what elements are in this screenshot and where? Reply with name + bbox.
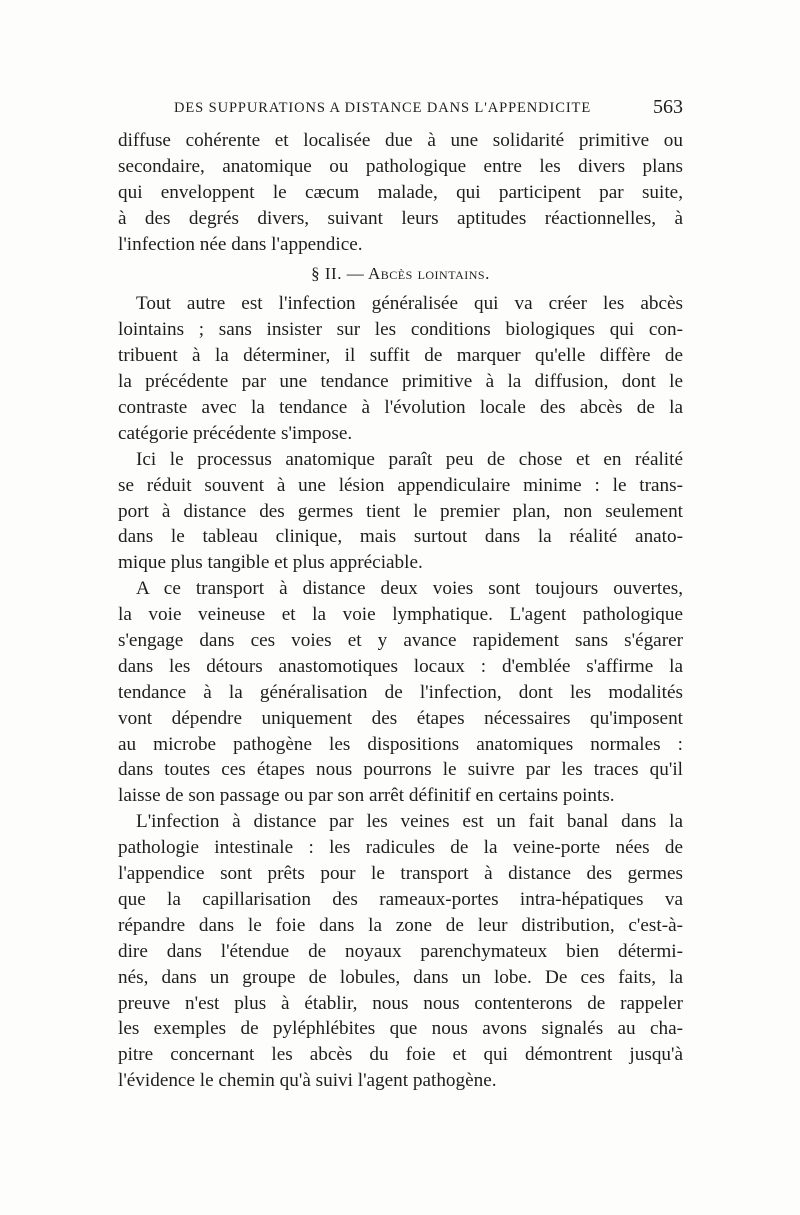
- paragraph: [118, 809, 683, 1094]
- text-line: mique plus tangible et plus appréciable.: [118, 552, 423, 574]
- text-line: port à distance des germes tient le premier plan, non seulement: [118, 500, 683, 522]
- text-line: secondaire, anatomique ou pathologique entre les divers plans: [118, 155, 683, 177]
- text-line: que la capillarisation des rameaux-portes intra-hépatiques va: [118, 888, 683, 910]
- text-line: se réduit souvent à une lésion appendiculaire minime : le trans-: [118, 474, 683, 496]
- paragraph: [118, 576, 683, 809]
- paragraph: [118, 447, 683, 576]
- text-line: répandre dans le foie dans la zone de leur distribution, c'est-à-: [118, 914, 683, 936]
- text-line: la précédente par une tendance primitive à la diffusion, dont le: [118, 371, 683, 393]
- text-line: l'infection née dans l'appendice.: [118, 233, 363, 255]
- text-line: dans les détours anastomotiques locaux : d'emblée s'affirme la: [118, 655, 683, 677]
- text-line: A ce transport à distance deux voies sont toujours ouvertes,: [136, 578, 683, 600]
- text-line: Tout autre est l'infection généralisée qui va créer les abcès: [136, 293, 683, 315]
- paragraph: [118, 128, 683, 257]
- running-header: [118, 96, 683, 122]
- text-line: l'appendice sont prêts pour le transport à distance des germes: [118, 863, 683, 885]
- running-title: DES SUPPURATIONS A DISTANCE DANS L'APPENDICITE: [174, 100, 592, 116]
- text-line: pathologie intestinale : les radicules de la veine-porte nées de: [118, 837, 683, 859]
- section-heading: § II. — Abcès lointains.: [311, 264, 490, 284]
- text-line: la voie veineuse et la voie lymphatique. L'agent pathologique: [118, 604, 683, 626]
- text-line: dans le tableau clinique, mais surtout dans la réalité anato-: [118, 526, 683, 548]
- text-line: tendance à la généralisation de l'infection, dont les modalités: [118, 681, 683, 703]
- page-number: 563: [653, 96, 683, 118]
- text-line: L'infection à distance par les veines est un fait banal dans la: [136, 811, 683, 833]
- text-line: Ici le processus anatomique paraît peu de chose et en réalité: [136, 448, 683, 470]
- text-line: nés, dans un groupe de lobules, dans un lobe. De ces faits, la: [118, 966, 683, 988]
- text-line: laisse de son passage ou par son arrêt définitif en certains points.: [118, 785, 615, 807]
- text-line: pitre concernant les abcès du foie et qui démontrent jusqu'à: [118, 1044, 683, 1066]
- text-line: preuve n'est plus à établir, nous nous contenterons de rappeler: [118, 992, 683, 1014]
- text-line: catégorie précédente s'impose.: [118, 422, 353, 444]
- body-text: [118, 128, 683, 1094]
- text-line: diffuse cohérente et localisée due à une solidarité primitive ou: [118, 130, 683, 151]
- text-line: lointains ; sans insister sur les conditions biologiques qui con-: [118, 319, 683, 341]
- text-line: à des degrés divers, suivant leurs aptitudes réactionnelles, à: [118, 207, 683, 229]
- text-line: qui enveloppent le cæcum malade, qui participent par suite,: [118, 181, 683, 203]
- text-line: dire dans l'étendue de noyaux parenchymateux bien détermi-: [118, 940, 683, 962]
- text-line: dans toutes ces étapes nous pourrons le suivre par les traces qu'il: [118, 759, 683, 781]
- text-line: vont dépendre uniquement des étapes nécessaires qu'imposent: [118, 707, 683, 729]
- text-line: l'évidence le chemin qu'à suivi l'agent pathogène.: [118, 1070, 497, 1092]
- text-line: s'engage dans ces voies et y avance rapidement sans s'égarer: [118, 630, 683, 652]
- text-line: tribuent à la déterminer, il suffit de marquer qu'elle diffère de: [118, 345, 683, 367]
- text-line: contraste avec la tendance à l'évolution locale des abcès de la: [118, 397, 683, 419]
- paragraph: [118, 291, 683, 446]
- text-line: les exemples de pyléphlébites que nous avons signalés au cha-: [118, 1018, 683, 1040]
- text-line: au microbe pathogène les dispositions anatomiques normales :: [118, 733, 683, 755]
